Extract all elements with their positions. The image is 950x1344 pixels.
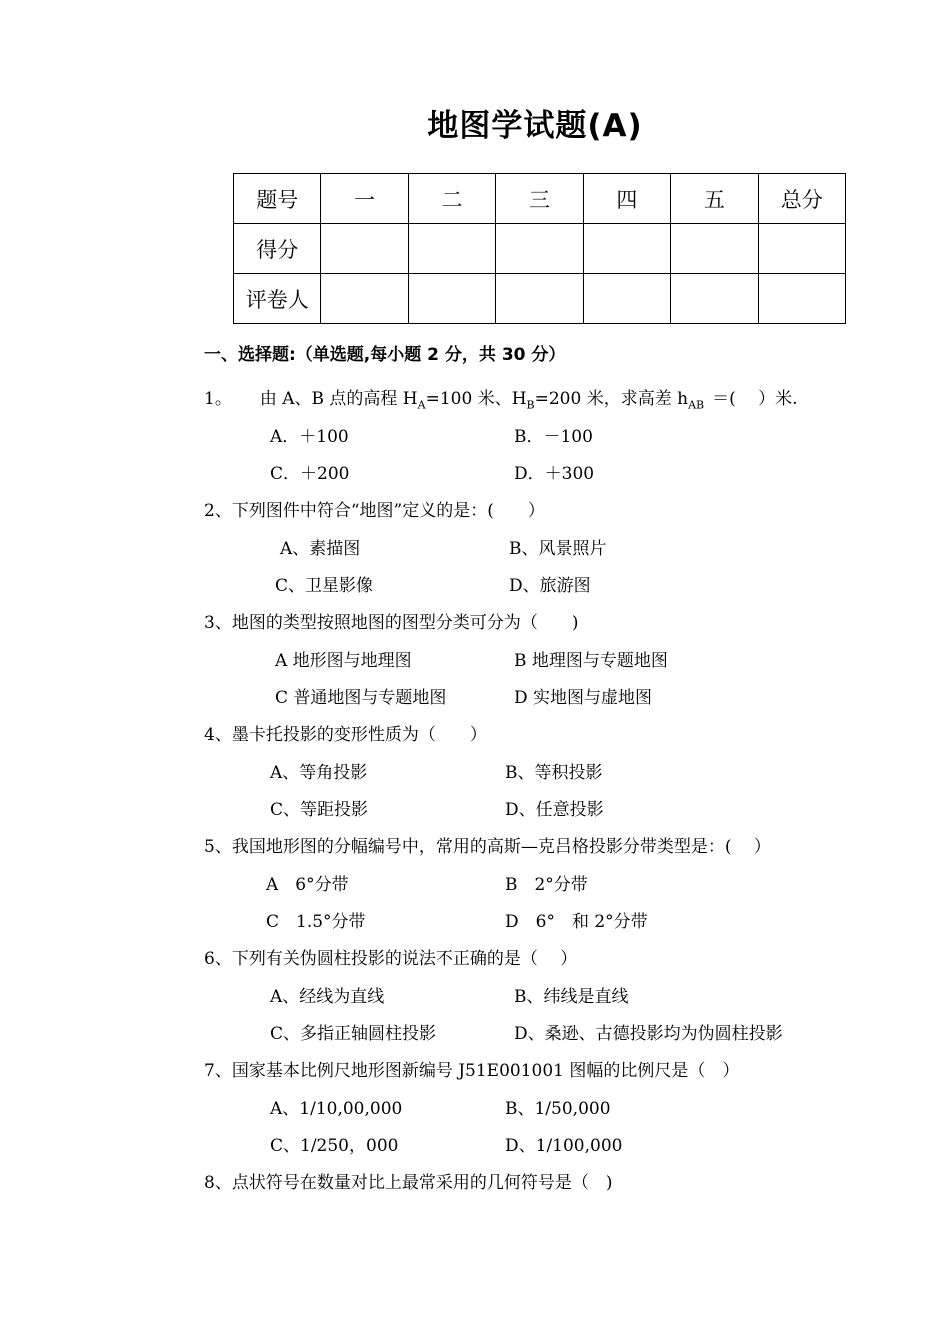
score-table (233, 173, 846, 324)
grader-cell (408, 274, 495, 324)
subscript: AB (688, 398, 705, 412)
grader-cell (758, 274, 845, 324)
score-cell (408, 224, 495, 274)
table-header-cell: 二 (408, 174, 495, 224)
question-5: 5、我国地形图的分幅编号中，常用的高斯—克吕格投影分带类型是：( ） (204, 837, 771, 857)
table-row (234, 174, 846, 224)
table-header-cell: 三 (496, 174, 583, 224)
option: B、1/50,000 (505, 1099, 611, 1119)
table-header-cell: 题号 (234, 174, 321, 224)
option: D、旅游图 (509, 576, 591, 596)
option: B．－100 (514, 427, 593, 447)
option: B 2°分带 (505, 875, 588, 895)
option: A 6°分带 (266, 875, 349, 895)
score-cell (496, 224, 583, 274)
option: C．＋200 (270, 464, 350, 484)
question-3: 3、地图的类型按照地图的图型分类可分为（ ) (204, 613, 579, 633)
option: A、等角投影 (270, 763, 368, 783)
option: A、1/10,00,000 (270, 1099, 403, 1119)
question-6: 6、下列有关伪圆柱投影的说法不正确的是（ ） (204, 949, 578, 969)
grader-cell (321, 274, 408, 324)
subscript: B (526, 398, 535, 412)
option: D．＋300 (514, 464, 595, 484)
option: A 地形图与地理图 (275, 651, 412, 671)
option: D 实地图与虚地图 (514, 688, 653, 708)
option: D、桑逊、古德投影均为伪圆柱投影 (514, 1024, 783, 1044)
table-header-cell: 四 (583, 174, 670, 224)
question-8: 8、点状符号在数量对比上最常采用的几何符号是（ ) (204, 1173, 613, 1193)
option: C 普通地图与专题地图 (275, 688, 447, 708)
table-row (234, 224, 846, 274)
option: B、等积投影 (505, 763, 603, 783)
row-label-score: 得分 (234, 224, 321, 274)
option: B 地理图与专题地图 (514, 651, 668, 671)
question-text: =100 米、H (425, 389, 527, 409)
table-row (234, 274, 846, 324)
grader-cell (583, 274, 670, 324)
option: C、等距投影 (270, 800, 369, 820)
score-cell (758, 224, 845, 274)
score-cell (321, 224, 408, 274)
subscript: A (417, 398, 426, 412)
option: C、多指正轴圆柱投影 (270, 1024, 437, 1044)
option: B、纬线是直线 (514, 987, 629, 1007)
table-header-cell: 一 (321, 174, 408, 224)
option: A．＋100 (270, 427, 349, 447)
option: C、卫星影像 (275, 576, 374, 596)
option: C 1.5°分带 (266, 912, 366, 932)
table-header-cell: 总分 (758, 174, 845, 224)
question-text: 由 A、B 点的高程 H (259, 389, 418, 409)
question-2: 2、下列图件中符合“地图”定义的是：( ） (204, 501, 545, 521)
option: D、1/100,000 (505, 1136, 623, 1156)
grader-cell (671, 274, 758, 324)
option: D、任意投影 (505, 800, 604, 820)
question-4: 4、墨卡托投影的变形性质为（ ） (204, 725, 487, 745)
page-title: 地图学试题(A) (427, 108, 643, 144)
option: A、经线为直线 (270, 987, 385, 1007)
option: B、风景照片 (509, 539, 607, 559)
table-header-cell: 五 (671, 174, 758, 224)
option: D 6° 和 2°分带 (505, 912, 648, 932)
score-cell (583, 224, 670, 274)
option: C、1/250，000 (270, 1136, 399, 1156)
question-text: ＝( ）米. (712, 389, 798, 409)
question-7: 7、国家基本比例尺地形图新编号 J51E001001 图幅的比例尺是（ ） (204, 1061, 740, 1081)
question-text: =200 米，求高差 h (534, 389, 689, 409)
question-number: 1。 (204, 389, 232, 409)
grader-cell (496, 274, 583, 324)
option: A、素描图 (280, 539, 361, 559)
question-1 (204, 384, 798, 411)
section-heading: 一、选择题:（单选题,每小题 2 分，共 30 分） (204, 345, 566, 365)
row-label-grader: 评卷人 (234, 274, 321, 324)
score-cell (671, 224, 758, 274)
